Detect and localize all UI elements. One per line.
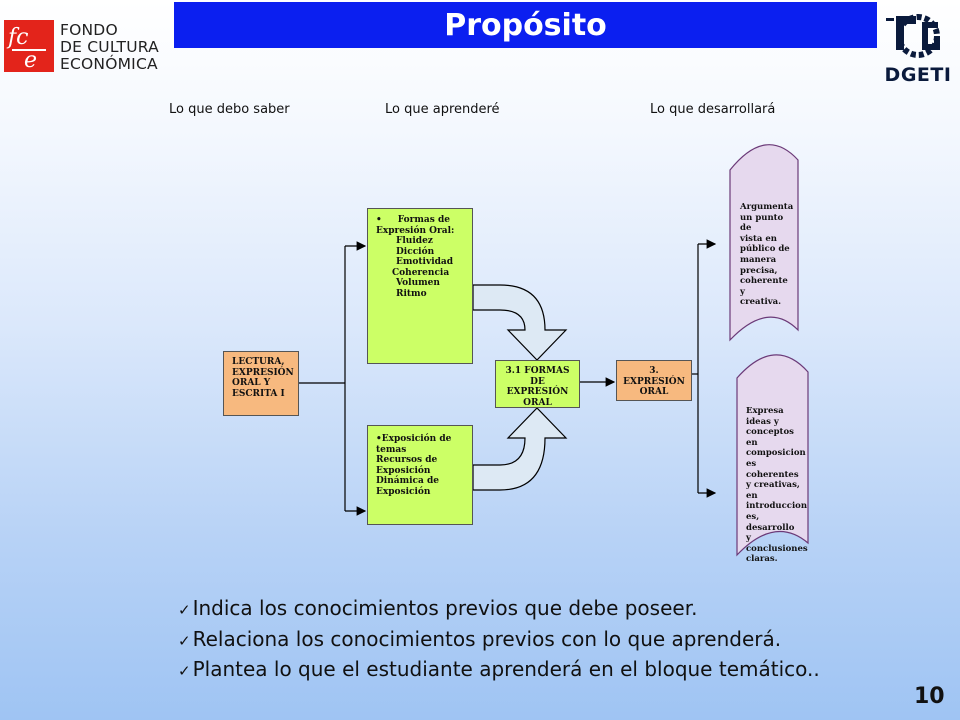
svg-text:fc: fc xyxy=(8,25,29,50)
node-31-line: DE xyxy=(530,376,545,387)
node-31-line: EXPRESIÓN xyxy=(506,387,569,397)
node-3-line: ORAL xyxy=(639,387,669,397)
node-31-line: ORAL xyxy=(523,397,552,408)
scroll-line: Argumenta xyxy=(740,202,794,212)
formas-item: Dicción xyxy=(396,246,435,257)
node-31-line: 3.1 FORMAS xyxy=(505,366,570,376)
checkmark-icon: ✓ xyxy=(178,631,191,650)
node-lectura xyxy=(223,351,299,416)
scroll-line: creativa. xyxy=(740,297,782,308)
node-lectura-line: ESCRITA I xyxy=(232,388,285,399)
node-lectura-line: LECTURA, xyxy=(232,357,285,367)
formas-heading-2: Expresión Oral: xyxy=(376,225,455,236)
scroll-line: composicion xyxy=(746,448,806,459)
page-number: 10 xyxy=(914,684,945,709)
scroll-line: ideas y xyxy=(746,416,779,427)
node-3-1-formas-expresion-oral xyxy=(495,360,580,408)
scroll-line: y creativas, xyxy=(746,480,800,491)
scroll-line: es coherentes xyxy=(746,458,799,480)
scroll-line: vista en xyxy=(740,233,777,244)
bullet-icon: • xyxy=(376,215,382,225)
purpose-bullet-list xyxy=(178,594,820,686)
scroll-line: claras. xyxy=(746,554,778,565)
page-title: Propósito xyxy=(170,2,877,48)
header-lo-que-debo-saber: Lo que debo saber xyxy=(169,102,290,117)
scroll-line: precisa, xyxy=(740,265,778,276)
scroll-expresa-text xyxy=(746,406,808,565)
exposicion-line: Exposición xyxy=(376,465,431,476)
exposicion-line: Recursos de xyxy=(376,455,438,465)
list-item: ✓ Indica los conocimientos previos que debe poseer. xyxy=(178,596,698,620)
node-formas-expresion-oral xyxy=(367,208,473,364)
scroll-line: Expresa xyxy=(746,406,784,416)
formas-item: Volumen xyxy=(396,278,440,288)
formas-item: Coherencia xyxy=(392,267,450,278)
scroll-line: público de xyxy=(740,244,790,255)
node-lectura-line: EXPRESIÓN xyxy=(232,367,294,378)
scroll-line: manera xyxy=(740,254,777,265)
curved-arrow-top xyxy=(473,285,566,360)
node-lectura-line: ORAL Y xyxy=(232,378,271,388)
scroll-argumenta-text xyxy=(740,202,792,308)
svg-text:e: e xyxy=(24,48,38,72)
checkmark-icon: ✓ xyxy=(178,662,191,680)
header-lo-que-desarrollara: Lo que desarrollará xyxy=(650,102,776,117)
dgeti-wordmark: DGETI xyxy=(884,64,952,86)
node-exposicion-temas xyxy=(367,425,473,525)
formas-item: Emotividad xyxy=(396,257,454,267)
scroll-line: introduccion xyxy=(746,501,808,512)
formas-heading: • Formas de xyxy=(376,215,450,225)
exposicion-line: •Exposición de temas xyxy=(376,434,452,455)
scroll-line: es, desarrollo xyxy=(746,511,795,533)
checkmark-icon: ✓ xyxy=(178,601,191,619)
node-3-expresion-oral xyxy=(616,360,692,401)
scroll-line: conceptos en xyxy=(746,427,794,448)
list-item: ✓ Relaciona los conocimientos previos con lo que aprenderá. xyxy=(178,626,782,651)
scroll-line: un punto de xyxy=(740,212,784,234)
formas-item: Ritmo xyxy=(396,288,427,299)
header-lo-que-aprendere: Lo que aprenderé xyxy=(385,102,500,117)
scroll-line: en xyxy=(746,490,758,501)
curved-arrow-bottom xyxy=(473,408,566,490)
fce-line-3: ECONÓMICA xyxy=(60,55,158,73)
formas-item: Fluidez xyxy=(396,236,433,246)
node-3-line: 3. xyxy=(649,366,659,376)
fce-line-2: DE CULTURA xyxy=(60,38,159,56)
exposicion-line: Dinámica de xyxy=(376,476,440,486)
node-3-line: EXPRESIÓN xyxy=(623,376,685,387)
scroll-line: conclusiones xyxy=(746,543,808,554)
scroll-line: coherente y xyxy=(740,276,788,297)
exposicion-line: Exposición xyxy=(376,486,431,497)
scroll-line: y xyxy=(746,533,751,544)
fce-line-1: FONDO xyxy=(60,21,118,39)
list-item: ✓ Plantea lo que el estudiante aprenderá en el bloque temático.. xyxy=(178,657,820,681)
